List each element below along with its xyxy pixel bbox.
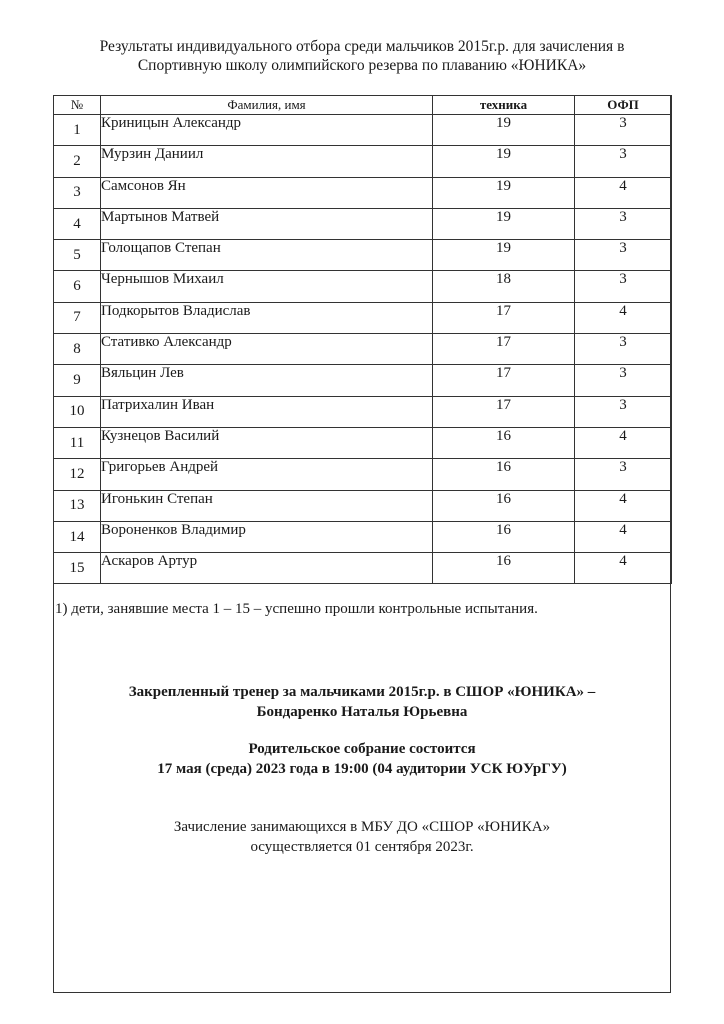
row-name: Чернышов Михаил [101,271,433,302]
row-name: Кузнецов Василий [101,427,433,458]
meeting-info [53,739,671,779]
row-name: Игонькин Степан [101,490,433,521]
header-name: Фамилия, имя [101,96,433,115]
coach-line-1: Закрепленный тренер за мальчиками 2015г.р. в СШОР «ЮНИКА» – [128,684,596,700]
row-num: 9 [54,365,101,396]
row-num: 14 [54,521,101,552]
row-ofp: 4 [575,553,672,584]
row-tech: 16 [433,521,575,552]
row-tech: 19 [433,146,575,177]
row-name: Патрихалин Иван [101,396,433,427]
enrollment-line-2: осуществляется 01 сентября 2023г. [250,839,474,855]
table-row [54,115,672,146]
table-row [54,302,672,333]
row-num: 15 [54,553,101,584]
row-tech: 17 [433,365,575,396]
row-num: 3 [54,177,101,208]
coach-info [53,682,671,722]
table-row [54,490,672,521]
row-name: Мартынов Матвей [101,208,433,239]
row-ofp: 3 [575,459,672,490]
table-row [54,427,672,458]
row-ofp: 4 [575,427,672,458]
row-ofp: 3 [575,396,672,427]
table-row [54,553,672,584]
row-num: 13 [54,490,101,521]
row-ofp: 4 [575,302,672,333]
table-row [54,365,672,396]
row-tech: 19 [433,240,575,271]
row-tech: 17 [433,334,575,365]
row-num: 8 [54,334,101,365]
document-title [40,37,684,75]
row-name: Самсонов Ян [101,177,433,208]
footnote: 1) дети, занявшие места 1 – 15 – успешно прошли контрольные испытания. [55,601,538,617]
row-tech: 16 [433,553,575,584]
row-ofp: 4 [575,177,672,208]
row-name: Мурзин Даниил [101,146,433,177]
row-ofp: 4 [575,521,672,552]
row-num: 2 [54,146,101,177]
table-row [54,521,672,552]
table-row [54,208,672,239]
row-num: 10 [54,396,101,427]
enrollment-line-1: Зачисление занимающихся в МБУ ДО «СШОР «ЮНИКА» [173,819,551,835]
row-name: Вороненков Владимир [101,521,433,552]
row-ofp: 3 [575,365,672,396]
table-row [54,334,672,365]
table-row [54,396,672,427]
header-tech: техника [433,96,575,115]
row-ofp: 3 [575,146,672,177]
row-name: Вяльцин Лев [101,365,433,396]
table-row [54,146,672,177]
row-tech: 17 [433,302,575,333]
row-num: 5 [54,240,101,271]
row-name: Голощапов Степан [101,240,433,271]
row-num: 12 [54,459,101,490]
title-line-1: Результаты индивидуального отбора среди мальчиков 2015г.р. для зачисления в [99,38,625,55]
row-tech: 18 [433,271,575,302]
row-tech: 19 [433,208,575,239]
row-tech: 16 [433,459,575,490]
row-num: 1 [54,115,101,146]
row-tech: 17 [433,396,575,427]
row-ofp: 3 [575,240,672,271]
row-ofp: 3 [575,271,672,302]
row-num: 7 [54,302,101,333]
row-num: 11 [54,427,101,458]
row-name: Подкорытов Владислав [101,302,433,333]
row-ofp: 3 [575,115,672,146]
row-num: 4 [54,208,101,239]
meeting-line-2: 17 мая (среда) 2023 года в 19:00 (04 аудитории УСК ЮУрГУ) [157,761,567,777]
table-row [54,177,672,208]
row-ofp: 4 [575,490,672,521]
table-row [54,271,672,302]
row-tech: 16 [433,490,575,521]
row-name: Аскаров Артур [101,553,433,584]
table-row [54,240,672,271]
table-header-row [54,96,672,115]
row-name: Криницын Александр [101,115,433,146]
enrollment-info [53,817,671,857]
row-tech: 19 [433,177,575,208]
row-tech: 19 [433,115,575,146]
title-line-2: Спортивную школу олимпийского резерва по плаванию «ЮНИКА» [137,57,587,74]
row-ofp: 3 [575,208,672,239]
row-tech: 16 [433,427,575,458]
coach-line-2: Бондаренко Наталья Юрьевна [256,704,468,720]
meeting-line-1: Родительское собрание состоится [248,741,476,757]
results-table [53,95,672,584]
row-ofp: 3 [575,334,672,365]
row-name: Стативко Александр [101,334,433,365]
header-ofp: ОФП [575,96,672,115]
row-name: Григорьев Андрей [101,459,433,490]
header-num: № [54,96,101,115]
table-row [54,459,672,490]
row-num: 6 [54,271,101,302]
